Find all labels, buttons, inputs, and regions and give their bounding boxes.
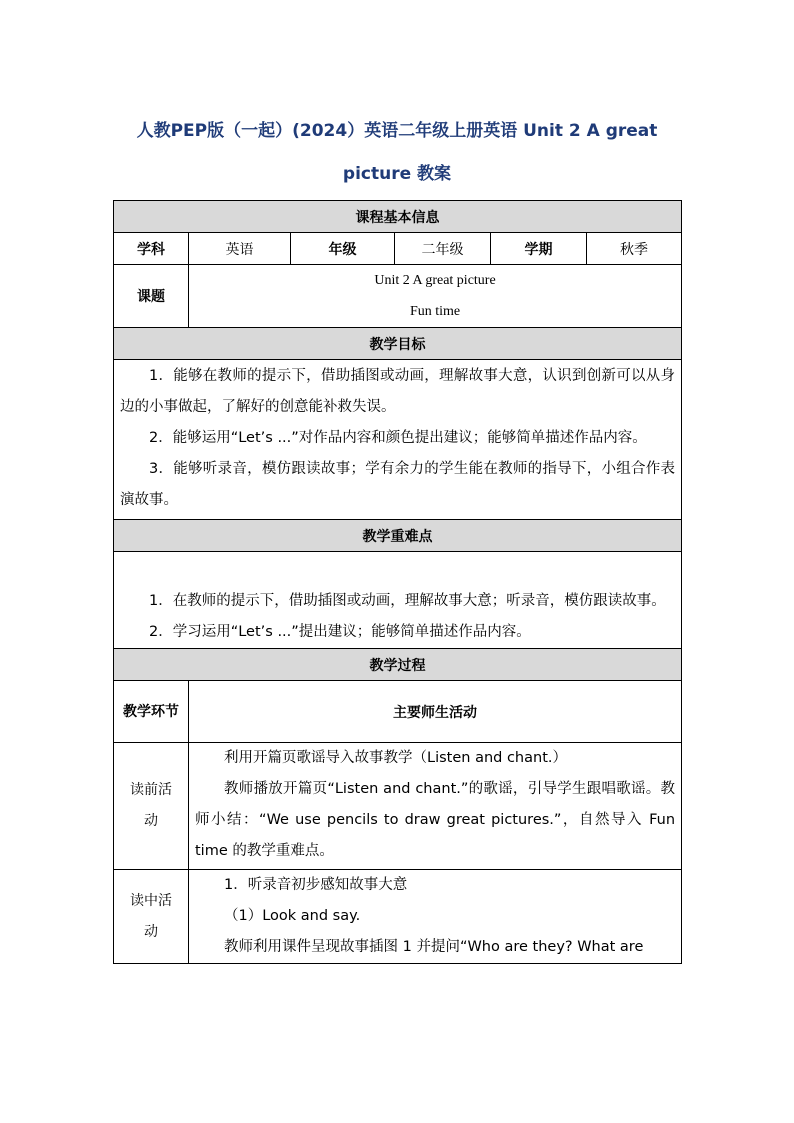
- keypoints-content: [114, 552, 682, 649]
- term-label: 学期: [491, 233, 587, 265]
- section-header-goals: 教学目标: [114, 328, 682, 360]
- goal-item-3: 3．能够听录音，模仿跟读故事；学有余力的学生能在教师的指导下，小组合作表演故事。: [120, 461, 676, 508]
- activity-line: 教师播放开篇页“Listen and chant.”的歌谣，引导学生跟唱歌谣。教师小结：“We use pencils to draw great pictures.”，自然导入 Fun time 的教学重难点。: [195, 781, 676, 859]
- goal-item-2: 2．能够运用“Let’s ...”对作品内容和颜色提出建议；能够简单描述作品内容。: [149, 430, 647, 446]
- stage-activities-pre-reading: [189, 743, 682, 870]
- process-col-stage-header: 教学环节: [114, 681, 189, 743]
- subject-value: 英语: [189, 233, 291, 265]
- topic-line-2: Fun time: [409, 304, 461, 319]
- stage-name-pre-reading: 读前活动: [114, 743, 189, 870]
- activity-line: （1）Look and say.: [224, 908, 361, 924]
- lesson-plan-table: [113, 200, 682, 964]
- section-header-keypoints: 教学重难点: [114, 520, 682, 552]
- process-col-activity-header: 主要师生活动: [189, 681, 682, 743]
- goals-content: [114, 360, 682, 520]
- document-title-line2: picture 教案: [342, 164, 452, 184]
- topic-line-1: Unit 2 A great picture: [374, 273, 496, 288]
- section-header-process: 教学过程: [114, 649, 682, 681]
- document-title-line1: 人教PEP版（一起）(2024）英语二年级上册英语 Unit 2 A great: [136, 121, 658, 141]
- goal-item-1: 1．能够在教师的提示下，借助插图或动画，理解故事大意，认识到创新可以从身边的小事做起，了解好的创意能补救失误。: [120, 368, 676, 415]
- keypoint-item-2: 2．学习运用“Let’s ...”提出建议；能够简单描述作品内容。: [149, 624, 531, 640]
- topic-value: [189, 265, 682, 328]
- activity-line: 1．听录音初步感知故事大意: [224, 877, 408, 893]
- activity-line: 利用开篇页歌谣导入故事教学（Listen and chant.）: [224, 750, 567, 766]
- grade-value: 二年级: [395, 233, 491, 265]
- stage-name-while-reading: 读中活动: [114, 870, 189, 964]
- term-value: 秋季: [587, 233, 682, 265]
- keypoint-item-1: 1．在教师的提示下，借助插图或动画，理解故事大意；听录音，模仿跟读故事。: [149, 593, 666, 609]
- stage-activities-while-reading: [189, 870, 682, 964]
- grade-label: 年级: [291, 233, 395, 265]
- subject-label: 学科: [114, 233, 189, 265]
- activity-line: 教师利用课件呈现故事插图 1 并提问“Who are they? What are: [224, 939, 644, 955]
- section-header-basic-info: 课程基本信息: [114, 201, 682, 233]
- topic-label: 课题: [114, 265, 189, 328]
